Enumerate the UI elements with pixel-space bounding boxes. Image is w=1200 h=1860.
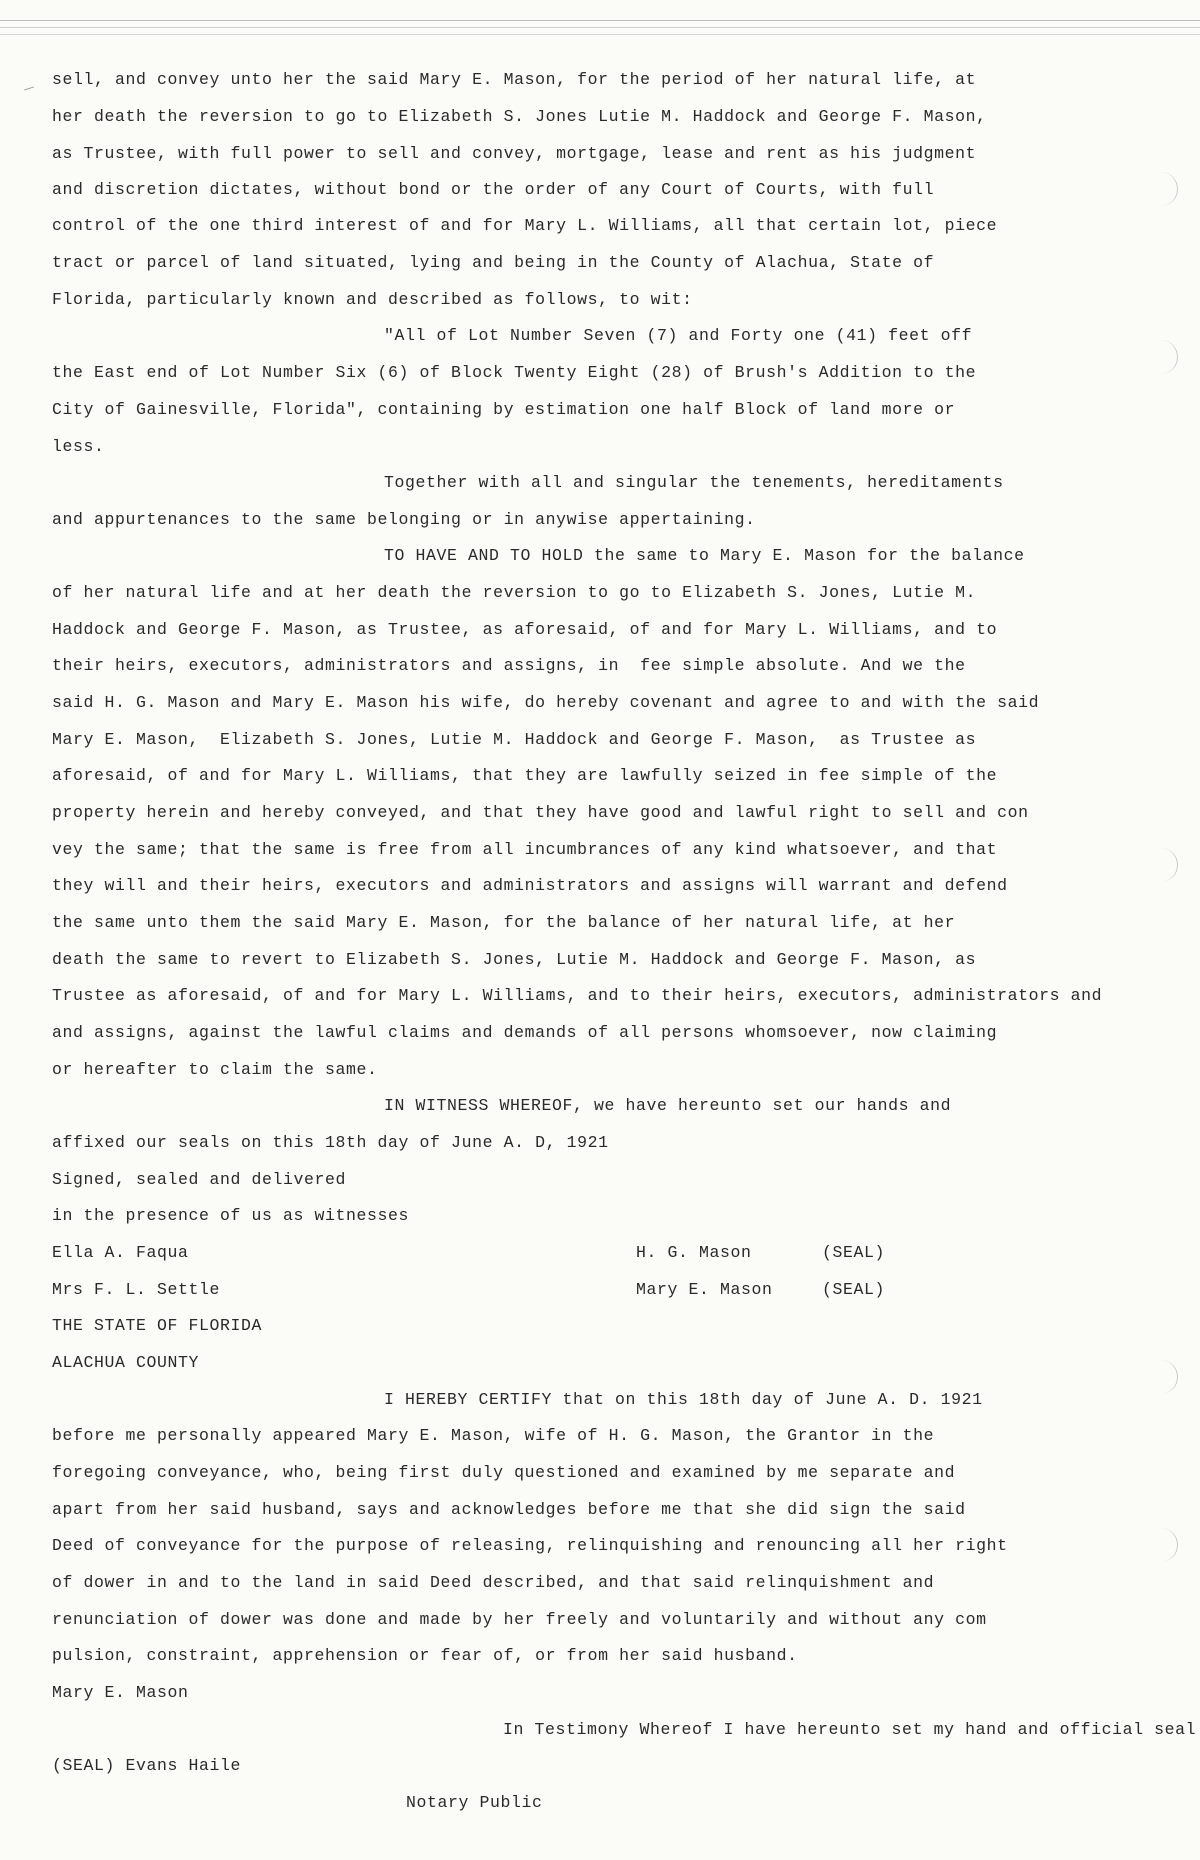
text-line: tract or parcel of land situated, lying and being in the County of Alachua, State of [52, 253, 935, 272]
seal-label: (SEAL) [822, 1243, 886, 1262]
text-line: of her natural life and at her death the reversion to go to Elizabeth S. Jones, Lutie M. [52, 583, 977, 602]
text-line: her death the reversion to go to Elizabeth S. Jones Lutie M. Haddock and George F. Mason, [52, 107, 987, 126]
text-line: control of the one third interest of and for Mary L. Williams, all that certain lot, piece [52, 216, 998, 235]
text-line: death the same to revert to Elizabeth S. Jones, Lutie M. Haddock and George F. Mason, as [52, 950, 977, 969]
text-line: vey the same; that the same is free from all incumbrances of any kind whatsoever, and that [52, 840, 998, 859]
text-line: foregoing conveyance, who, being first duly questioned and examined by me separate and [52, 1463, 956, 1482]
text-line: property herein and hereby conveyed, and that they have good and lawful right to sell and con [52, 803, 1029, 822]
witness-name: Mrs F. L. Settle [52, 1280, 221, 1299]
text-line: less. [52, 437, 105, 456]
text-line: renunciation of dower was done and made by her freely and voluntarily and without any com [52, 1610, 987, 1629]
text-line: pulsion, constraint, apprehension or fear of, or from her said husband. [52, 1646, 798, 1665]
text-line: of dower in and to the land in said Deed described, and that said relinquishment and [52, 1573, 935, 1592]
binder-hole [1157, 172, 1178, 206]
text-line: apart from her said husband, says and acknowledges before me that she did sign the said [52, 1500, 966, 1519]
binder-hole [1157, 340, 1178, 374]
text-line: I HEREBY CERTIFY that on this 18th day of June A. D. 1921 [384, 1390, 983, 1409]
text-line: before me personally appeared Mary E. Mason, wife of H. G. Mason, the Grantor in the [52, 1426, 935, 1445]
text-line: as Trustee, with full power to sell and convey, mortgage, lease and rent as his judgment [52, 144, 977, 163]
text-line: Mary E. Mason [52, 1683, 189, 1702]
binder-hole [1157, 848, 1178, 882]
signer-name: Mary E. Mason [636, 1280, 773, 1299]
binder-hole [1157, 1528, 1178, 1562]
top-rule-thin [0, 34, 1200, 35]
top-rule [0, 20, 1200, 28]
seal-label: (SEAL) [822, 1280, 886, 1299]
text-line: and appurtenances to the same belonging or in anywise appertaining. [52, 510, 756, 529]
text-line: affixed our seals on this 18th day of June A. D, 1921 [52, 1133, 609, 1152]
text-line: the East end of Lot Number Six (6) of Block Twenty Eight (28) of Brush's Addition to the [52, 363, 977, 382]
text-line: or hereafter to claim the same. [52, 1060, 378, 1079]
text-line: ALACHUA COUNTY [52, 1353, 200, 1372]
text-line: City of Gainesville, Florida", containing by estimation one half Block of land more or [52, 400, 956, 419]
text-line: IN WITNESS WHEREOF, we have hereunto set our hands and [384, 1096, 952, 1115]
text-line: the same unto them the said Mary E. Mason, for the balance of her natural life, at her [52, 913, 956, 932]
notary-signature: Notary Public [406, 1793, 543, 1812]
margin-mark [24, 86, 34, 90]
text-line: aforesaid, of and for Mary L. Williams, that they are lawfully seized in fee simple of the [52, 766, 998, 785]
text-line: Trustee as aforesaid, of and for Mary L. Williams, and to their heirs, executors, administrators and [52, 986, 1103, 1005]
text-line: "All of Lot Number Seven (7) and Forty one (41) feet off [384, 326, 973, 345]
text-line: Signed, sealed and delivered [52, 1170, 347, 1189]
text-line: Deed of conveyance for the purpose of releasing, relinquishing and renouncing all her right [52, 1536, 1008, 1555]
binder-hole [1157, 1360, 1178, 1394]
text-line: (SEAL) Evans Haile [52, 1756, 242, 1775]
text-line: they will and their heirs, executors and administrators and assigns will warrant and defend [52, 876, 1008, 895]
acknowledgment-signature: In Testimony Whereof I have hereunto set my hand and official seal [503, 1720, 1197, 1739]
text-line: in the presence of us as witnesses [52, 1206, 410, 1225]
text-line: Florida, particularly known and described as follows, to wit: [52, 290, 693, 309]
text-line: said H. G. Mason and Mary E. Mason his wife, do hereby covenant and agree to and with the said [52, 693, 1040, 712]
text-line: Haddock and George F. Mason, as Trustee, as aforesaid, of and for Mary L. Williams, and to [52, 620, 998, 639]
text-line: and discretion dictates, without bond or the order of any Court of Courts, with full [52, 180, 935, 199]
witness-name: Ella A. Faqua [52, 1243, 189, 1262]
text-line: Mary E. Mason, Elizabeth S. Jones, Lutie M. Haddock and George F. Mason, as Trustee as [52, 730, 977, 749]
text-line: THE STATE OF FLORIDA [52, 1316, 263, 1335]
text-line: sell, and convey unto her the said Mary E. Mason, for the period of her natural life, at [52, 70, 977, 89]
signer-name: H. G. Mason [636, 1243, 752, 1262]
text-line: and assigns, against the lawful claims and demands of all persons whomsoever, now claiming [52, 1023, 998, 1042]
text-line: their heirs, executors, administrators and assigns, in fee simple absolute. And we the [52, 656, 966, 675]
text-line: Together with all and singular the tenements, hereditaments [384, 473, 1004, 492]
text-line: TO HAVE AND TO HOLD the same to Mary E. Mason for the balance [384, 546, 1025, 565]
